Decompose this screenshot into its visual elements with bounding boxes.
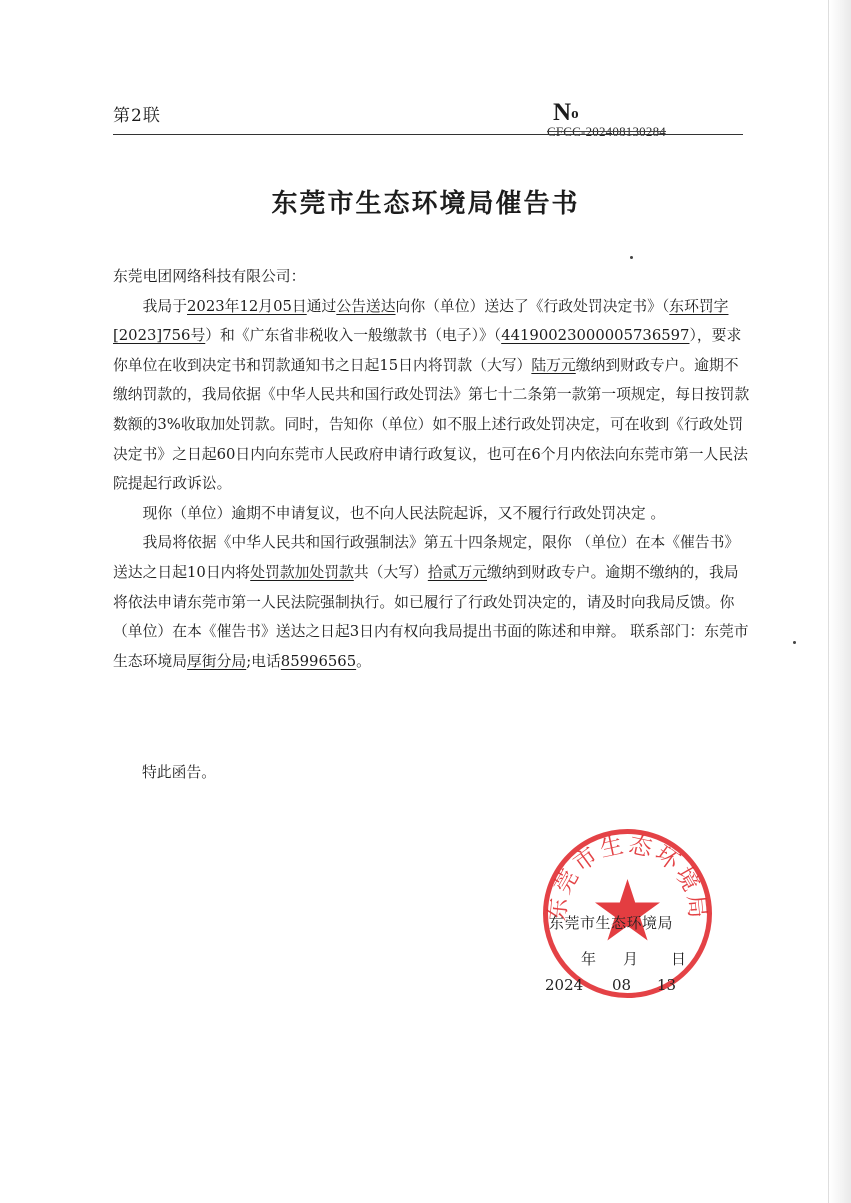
header-rule <box>113 134 743 135</box>
scan-speck <box>630 256 633 259</box>
branch-name: 厚街分局 <box>187 652 247 670</box>
closing-remark: 特此函告。 <box>142 764 216 781</box>
number-mark: $N^o$ <box>553 99 579 126</box>
year-label: 年 <box>581 950 597 968</box>
copy-label: 第2联 <box>113 106 161 126</box>
document-title: 东莞市生态环境局催告书 <box>271 189 580 219</box>
month-label: 月 <box>623 950 639 968</box>
decision-number: 东环罚字[2023]756号 <box>113 297 729 345</box>
recipient: 东莞电团网络科技有限公司： <box>113 268 306 285</box>
payment-number: 4419002300000573659​7 <box>501 327 690 345</box>
page-edge <box>828 0 851 1203</box>
paragraph-3: 我局将依据《中华人民共和国行政强制法》第五十四条规定，限你 （单位）在本《催告书》送达之日起10日内将处罚款加处罚款共（大写）拾贰万元缴纳到财政专户。逾期不缴纳的，我局将依法申请东莞市第一人民法院强制执行。如已履行了行政处罚决定的，请及时向我局反馈。你（单位）在本《催告书》送达之日起3日内有权向我局提出书面的陈述和申辩。 联系部门：东莞市生态环境局厚街分局;电话85996565。 <box>113 534 749 670</box>
paragraph-2: 现你（单位）逾期不申请复议，也不向人民法院起诉，又不履行行政处罚决定 。 <box>142 504 666 522</box>
seal-ring-text: 东莞市生态环境局 <box>544 831 711 923</box>
sign-year: 2024 <box>545 976 584 994</box>
fine-amount: 陆万元 <box>531 356 576 374</box>
notice-date: 2023年12月05日 <box>187 297 307 315</box>
scan-speck <box>793 641 796 644</box>
phone-number: 85996565 <box>280 652 357 670</box>
penalty-item: 处罚款加处罚款 <box>250 563 354 581</box>
total-amount: 拾贰万元 <box>427 563 488 581</box>
paragraph-1: 我局于2023年12月05日通过公告送达向你（单位）送达了《行政处罚决定书》（东环罚字[2023]756号）和《广东省非税收入一般缴款书（电子）》（4419002300000573659​7），要求你单位在收到决定书和罚款通知书之日起15日内将罚款（大写）陆万元缴纳到财政专户。逾期不缴纳罚款的，我局依据《中华人民共和国行政处罚法》第七十二条第一款第一项规定，每日按罚款数额的3%收取加处罚款。同时，告知你（单位）如不服上述行政处罚决定，可在收到《行政处罚决定书》之日起60日内向东莞市人民政府申请行政复议，也可在6个月内依法向东莞市第一人民法院提起行政诉讼。 <box>113 297 750 493</box>
document-body <box>113 262 753 676</box>
delivery-method: 公告送达 <box>336 297 396 315</box>
issuer-name: 东莞市生态环境局 <box>549 914 674 932</box>
serial-number: CFCC-202408130284 <box>547 124 666 139</box>
day-label: 日 <box>671 950 687 968</box>
sign-month: 08 <box>612 976 632 994</box>
sign-day: 13 <box>657 976 677 994</box>
